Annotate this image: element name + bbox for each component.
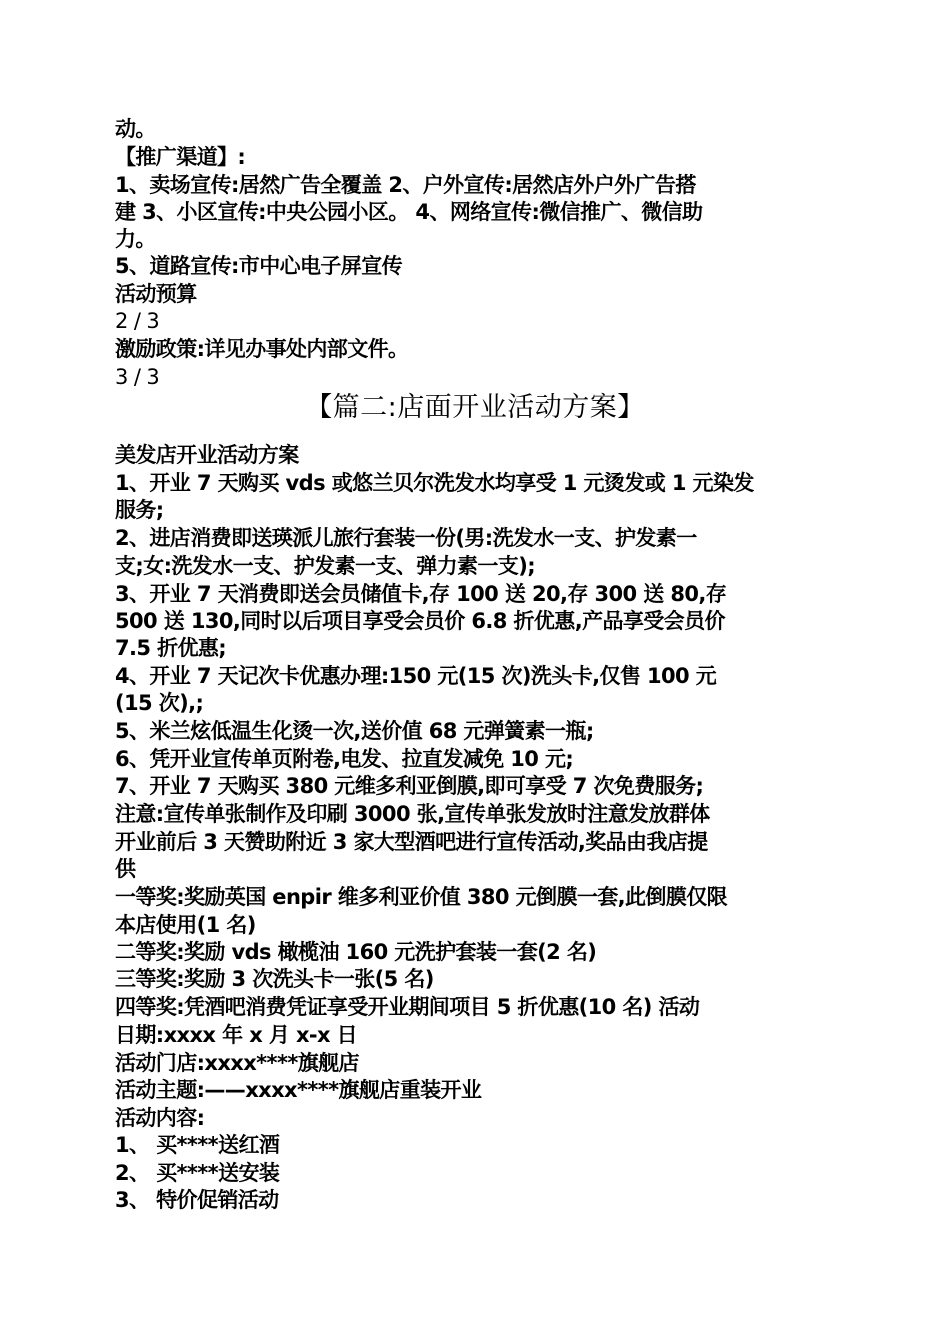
- text-line: 注意:宣传单张制作及印刷 3000 张,宣传单张发放时注意发放群体: [115, 802, 710, 826]
- text-line: 500 送 130,同时以后项目享受会员价 6.8 折优惠,产品享受会员价: [115, 609, 725, 633]
- text-line: 1、卖场宣传:居然广告全覆盖 2、户外宣传:居然店外户外广告搭: [115, 173, 696, 197]
- text-line: 7.5 折优惠;: [115, 636, 227, 660]
- text-line: 7、开业 7 天购买 380 元维多利亚倒膜,即可享受 7 次免费服务;: [115, 774, 704, 798]
- text-line: 开业前后 3 天赞助附近 3 家大型酒吧进行宣传活动,奖品由我店提: [115, 830, 708, 854]
- text-line: 三等奖:奖励 3 次洗头卡一张(5 名): [115, 967, 434, 991]
- text-line: (15 次),;: [115, 691, 204, 715]
- text-line: 4、开业 7 天记次卡优惠办理:150 元(15 次)洗头卡,仅售 100 元: [115, 664, 717, 688]
- text-line: 活动内容:: [115, 1106, 205, 1130]
- list-item: 3、 特价促销活动: [115, 1188, 279, 1212]
- text-line: 5、米兰炫低温生化烫一次,送价值 68 元弹簧素一瓶;: [115, 719, 594, 743]
- text-line: 3、开业 7 天消费即送会员储值卡,存 100 送 20,存 300 送 80,存: [115, 582, 727, 606]
- text-line: 6、凭开业宣传单页附卷,电发、拉直发减免 10 元;: [115, 747, 574, 771]
- text-line: 供: [115, 857, 136, 881]
- text-line: 四等奖:凭酒吧消费凭证享受开业期间项目 5 折优惠(10 名) 活动: [115, 995, 700, 1019]
- text-line: 支;女:洗发水一支、护发素一支、弹力素一支);: [115, 554, 535, 578]
- text-line: 建 3、小区宣传:中央公园小区。 4、网络宣传:微信推广、微信助: [115, 200, 703, 224]
- list-item: 1、 买****送红酒: [115, 1133, 280, 1157]
- text-line: 2、进店消费即送瑛派儿旅行套装一份(男:洗发水一支、护发素一: [115, 526, 697, 550]
- text-line: 1、开业 7 天购买 vds 或悠兰贝尔洗发水均享受 1 元烫发或 1 元染发: [115, 471, 754, 495]
- text-line: 活动门店:xxxx****旗舰店: [115, 1051, 359, 1075]
- page-number: 3 / 3: [115, 365, 160, 389]
- text-line: 服务;: [115, 498, 164, 522]
- text-line: 激励政策:详见办事处内部文件。: [115, 337, 409, 361]
- section-heading: 【推广渠道】:: [115, 145, 246, 169]
- article-title: 【篇二:店面开业活动方案】: [305, 392, 645, 423]
- text-line: 二等奖:奖励 vds 橄榄油 160 元洗护套装一套(2 名): [115, 940, 597, 964]
- text-line: 动。: [115, 117, 156, 141]
- text-line: 力。: [115, 227, 156, 251]
- page-number: 2 / 3: [115, 309, 160, 333]
- section-heading: 美发店开业活动方案: [115, 443, 299, 467]
- text-line: 日期:xxxx 年 x 月 x-x 日: [115, 1023, 358, 1047]
- text-line: 活动主题:——xxxx****旗舰店重装开业: [115, 1078, 482, 1102]
- text-line: 一等奖:奖励英国 enpir 维多利亚价值 380 元倒膜一套,此倒膜仅限: [115, 885, 728, 909]
- text-line: 本店使用(1 名): [115, 913, 256, 937]
- text-line: 5、道路宣传:市中心电子屏宣传: [115, 254, 403, 278]
- text-line: 活动预算: [115, 282, 197, 306]
- list-item: 2、 买****送安装: [115, 1161, 280, 1185]
